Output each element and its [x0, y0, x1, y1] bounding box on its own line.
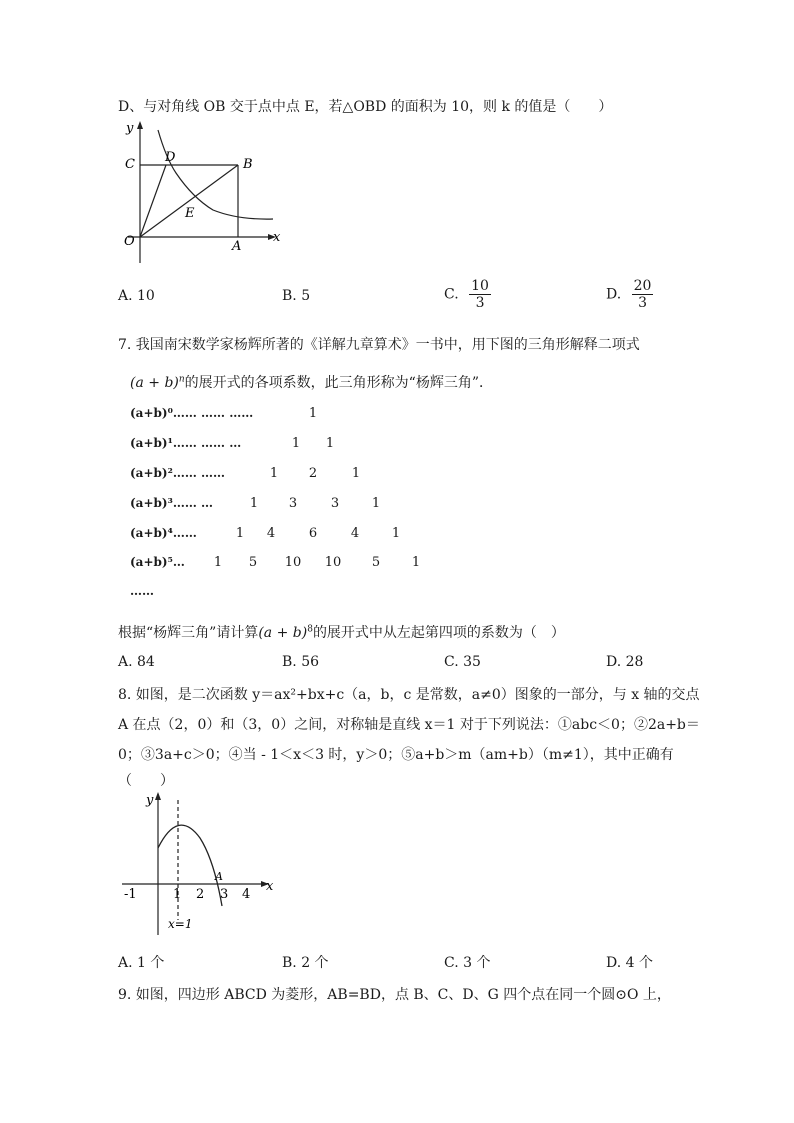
label-x: x	[273, 230, 281, 245]
hyperbola-curve	[158, 130, 273, 219]
coefficient: 1	[371, 496, 381, 511]
q6-option-c-fraction: $\frac{10}{3}$	[471, 278, 489, 311]
q8-option-c[interactable]: C. 3 个	[444, 955, 491, 971]
coefficient: 1	[391, 526, 401, 541]
q6-option-c[interactable]	[444, 278, 491, 311]
label-E: E	[185, 206, 195, 221]
label-D: D	[165, 150, 176, 165]
parabola-curve	[158, 825, 222, 906]
q8-figure	[118, 790, 288, 940]
y-arrow-icon	[137, 121, 143, 129]
coefficient: 5	[248, 555, 258, 570]
coefficient: 5	[371, 555, 381, 570]
coefficient: 10	[324, 555, 342, 570]
label-O: O	[124, 234, 135, 249]
q7-option-c[interactable]: C. 35	[444, 654, 481, 670]
coefficient: 1	[213, 555, 223, 570]
y-arrow-icon	[155, 792, 161, 800]
label-B: B	[243, 157, 253, 172]
coefficient: 6	[308, 526, 318, 541]
q6-option-d-prefix: D.	[606, 286, 622, 303]
label-C: C	[125, 157, 135, 172]
triangle-row-label: (a+b)¹…… …… …	[130, 436, 242, 450]
q6-option-d-fraction: $\frac{20}{3}$	[633, 278, 652, 311]
q8-line1: 8. 如图，是二次函数 y＝ax²+bx+c（a，b，c 是常数，a≠0）图象的一部分，与 x 轴的交点	[118, 687, 700, 703]
diagonal-OB	[140, 165, 238, 237]
q8-option-d[interactable]: D. 4 个	[606, 955, 653, 971]
coefficient: 1	[249, 496, 259, 511]
triangle-row-label: (a+b)⁵…	[130, 555, 185, 569]
q8-option-a[interactable]: A. 1 个	[118, 955, 165, 971]
coefficient: 1	[308, 406, 318, 421]
coefficient: 4	[266, 526, 276, 541]
q7-option-d[interactable]: D. 28	[606, 654, 644, 670]
tick-4: 4	[242, 887, 251, 902]
q6-option-d[interactable]	[606, 278, 653, 311]
q6-figure	[118, 118, 288, 268]
triangle-row-label: (a+b)⁴……	[130, 526, 197, 540]
q7-line1: 7. 我国南宋数学家杨辉所著的《详解九章算术》一书中，用下图的三角形解释二项式	[118, 337, 640, 353]
coefficient: 1	[411, 555, 421, 570]
coefficient: 10	[284, 555, 302, 570]
label-x: x	[266, 879, 274, 894]
tick-neg1: -1	[124, 887, 137, 902]
label-symmetry-axis: x=1	[168, 917, 193, 931]
q7-binomial: (a + b)	[130, 375, 179, 391]
q8-option-b[interactable]: B. 2 个	[282, 955, 329, 971]
label-y: y	[126, 121, 134, 136]
coefficient: 4	[350, 526, 360, 541]
label-A: A	[215, 870, 223, 883]
q6-option-c-prefix: C.	[444, 286, 459, 303]
q6-option-a[interactable]: A. 10	[118, 288, 155, 304]
coefficient: 1	[291, 436, 301, 451]
coefficient: 1	[269, 466, 279, 481]
triangle-row-label: (a+b)³…… …	[130, 496, 214, 510]
q8-line2: A 在点（2，0）和（3，0）之间，对称轴是直线 x＝1 对于下列说法：①abc＜0；②2a+b＝	[118, 717, 700, 733]
coefficient: 1	[351, 466, 361, 481]
q7-option-b[interactable]: B. 56	[282, 654, 320, 670]
tick-1: 1	[173, 887, 182, 902]
tick-2: 2	[196, 887, 205, 902]
coefficient: 3	[288, 496, 298, 511]
q7-question: 根据“杨辉三角”请计算$(a + b)^8$的展开式中从左起第四项的系数为（ ）	[118, 624, 565, 641]
q9-line1: 9. 如图，四边形 ABCD 为菱形，AB=BD，点 B、C、D、G 四个点在同一个圆⊙O 上，	[118, 987, 671, 1003]
coefficient: 1	[325, 436, 335, 451]
q6-text: D、与对角线 OB 交于点中点 E，若△OBD 的面积为 10，则 k 的值是（ ）	[118, 99, 613, 115]
q7-option-a[interactable]: A. 84	[118, 654, 155, 670]
label-A: A	[232, 239, 242, 254]
yanghui-triangle	[130, 406, 450, 606]
coefficient: 2	[308, 466, 318, 481]
triangle-ellipsis: ……	[130, 584, 154, 598]
label-y: y	[146, 793, 154, 808]
triangle-row-label: (a+b)²…… ……	[130, 466, 226, 480]
coefficient: 3	[330, 496, 340, 511]
q7-line2: $(a + b)^n$的展开式的各项系数，此三角形称为“杨辉三角”．	[130, 374, 493, 391]
tick-3: 3	[220, 887, 229, 902]
coefficient: 1	[235, 526, 245, 541]
q6-option-b[interactable]: B. 5	[282, 288, 311, 304]
q8-line4: （ ）	[118, 773, 174, 789]
triangle-row-label: (a+b)⁰…… …… ……	[130, 406, 254, 420]
q8-line3: 0；③3a+c＞0；④当 - 1＜x＜3 时，y＞0；⑤a+b＞m（am+b）（m≠1），其中正确有	[118, 747, 674, 763]
segment-OD	[140, 165, 166, 237]
